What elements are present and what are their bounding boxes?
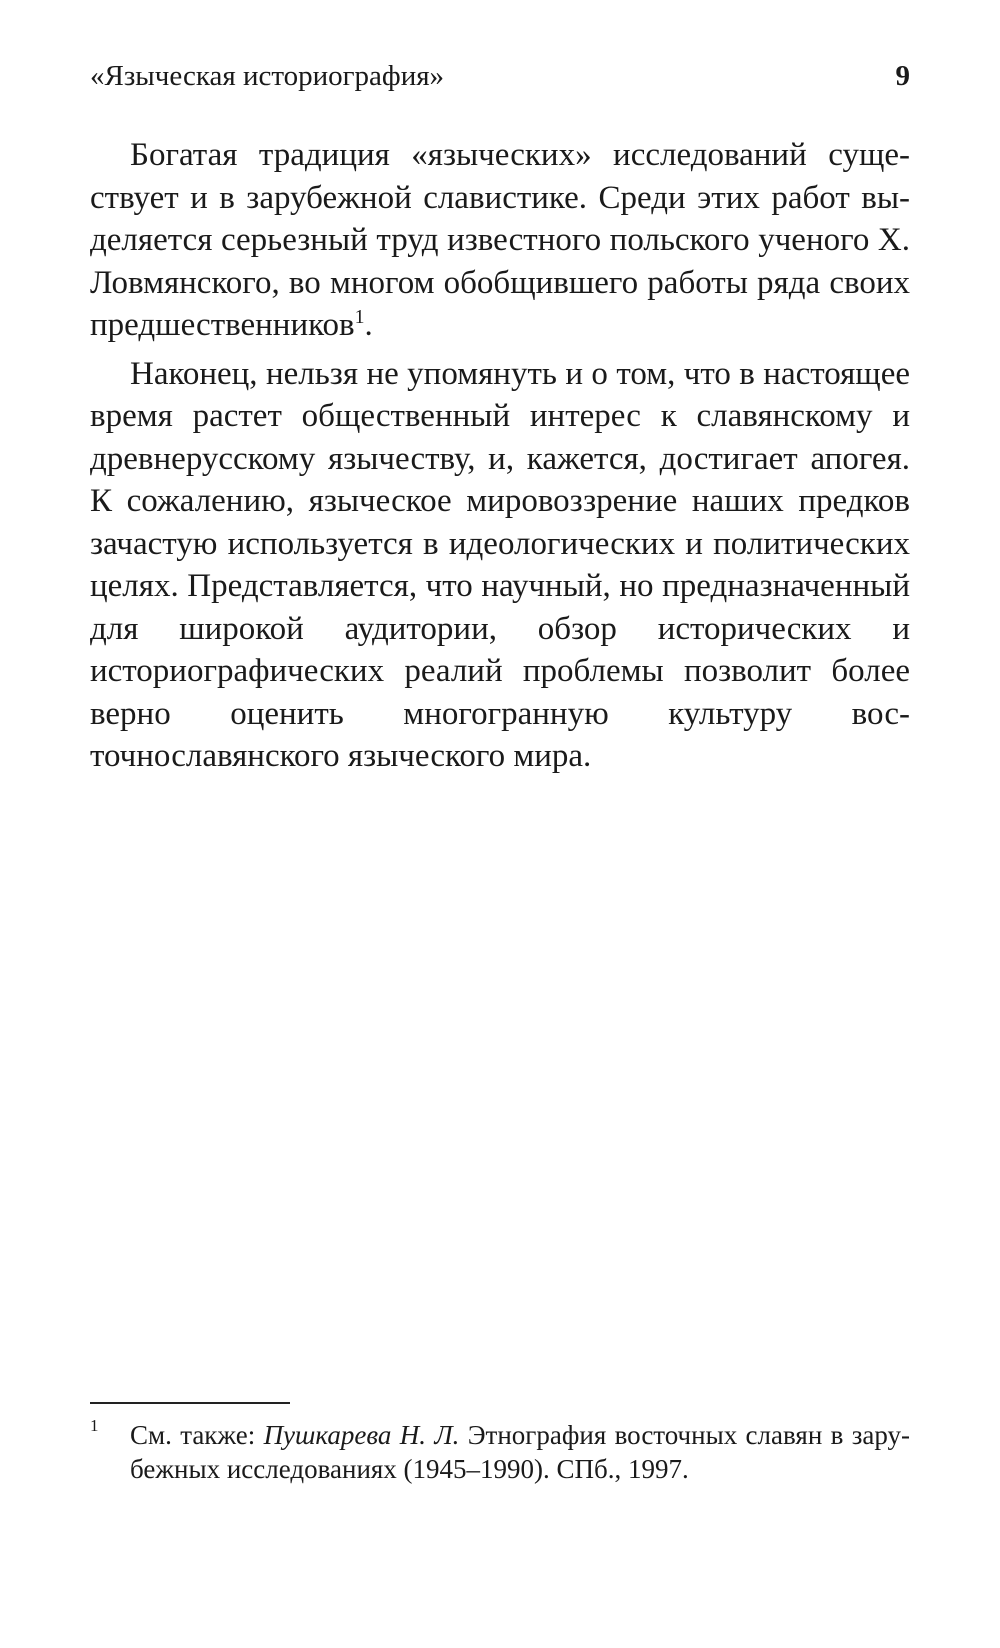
footnote (90, 1418, 910, 1486)
footnote-prefix: См. также: (130, 1420, 264, 1450)
paragraph-2-text: Наконец, нельзя не упомянуть и о том, что в настоящее время растет общественный интерес к славянскому и древнерусскому язычеству, и, кажется, достигает апогея. К сожалению, языческое мировоззрение наших предков зачастую используется в идеологических и политических целях. Представляется, что научный, но предназначенный для широкой аудитории, обзор исторических и историографических реалий проблемы позволит более верно оценить многогранную культуру восточнославянского языческого мира. (90, 355, 910, 774)
paragraph-1-tail: . (364, 307, 373, 343)
footnote-rest: Этнография восточных славян в зарубежных исследованиях (1945–1990). СПб., 1997. (130, 1420, 910, 1484)
running-head (90, 56, 910, 96)
footnote-text (130, 1418, 910, 1486)
paragraph-1 (90, 134, 910, 347)
footnote-divider (90, 1402, 290, 1404)
footnote-author: Пушкарева Н. Л. (263, 1420, 460, 1450)
paragraph-2 (90, 353, 910, 778)
page-number: 9 (895, 60, 910, 92)
footnote-reference: 1 (354, 306, 365, 328)
running-title: «Языческая историография» (90, 60, 445, 92)
paragraph-1-text: Богатая традиция «языческих» исследований существует и в зарубежной славистике. Среди этих работ выделяется серьезный труд известного польского ученого Х. Ловмянского, во многом обобщившего работы ряда своих предшественников (90, 137, 910, 343)
body-text (90, 134, 910, 784)
footnote-marker: 1 (90, 1416, 99, 1435)
